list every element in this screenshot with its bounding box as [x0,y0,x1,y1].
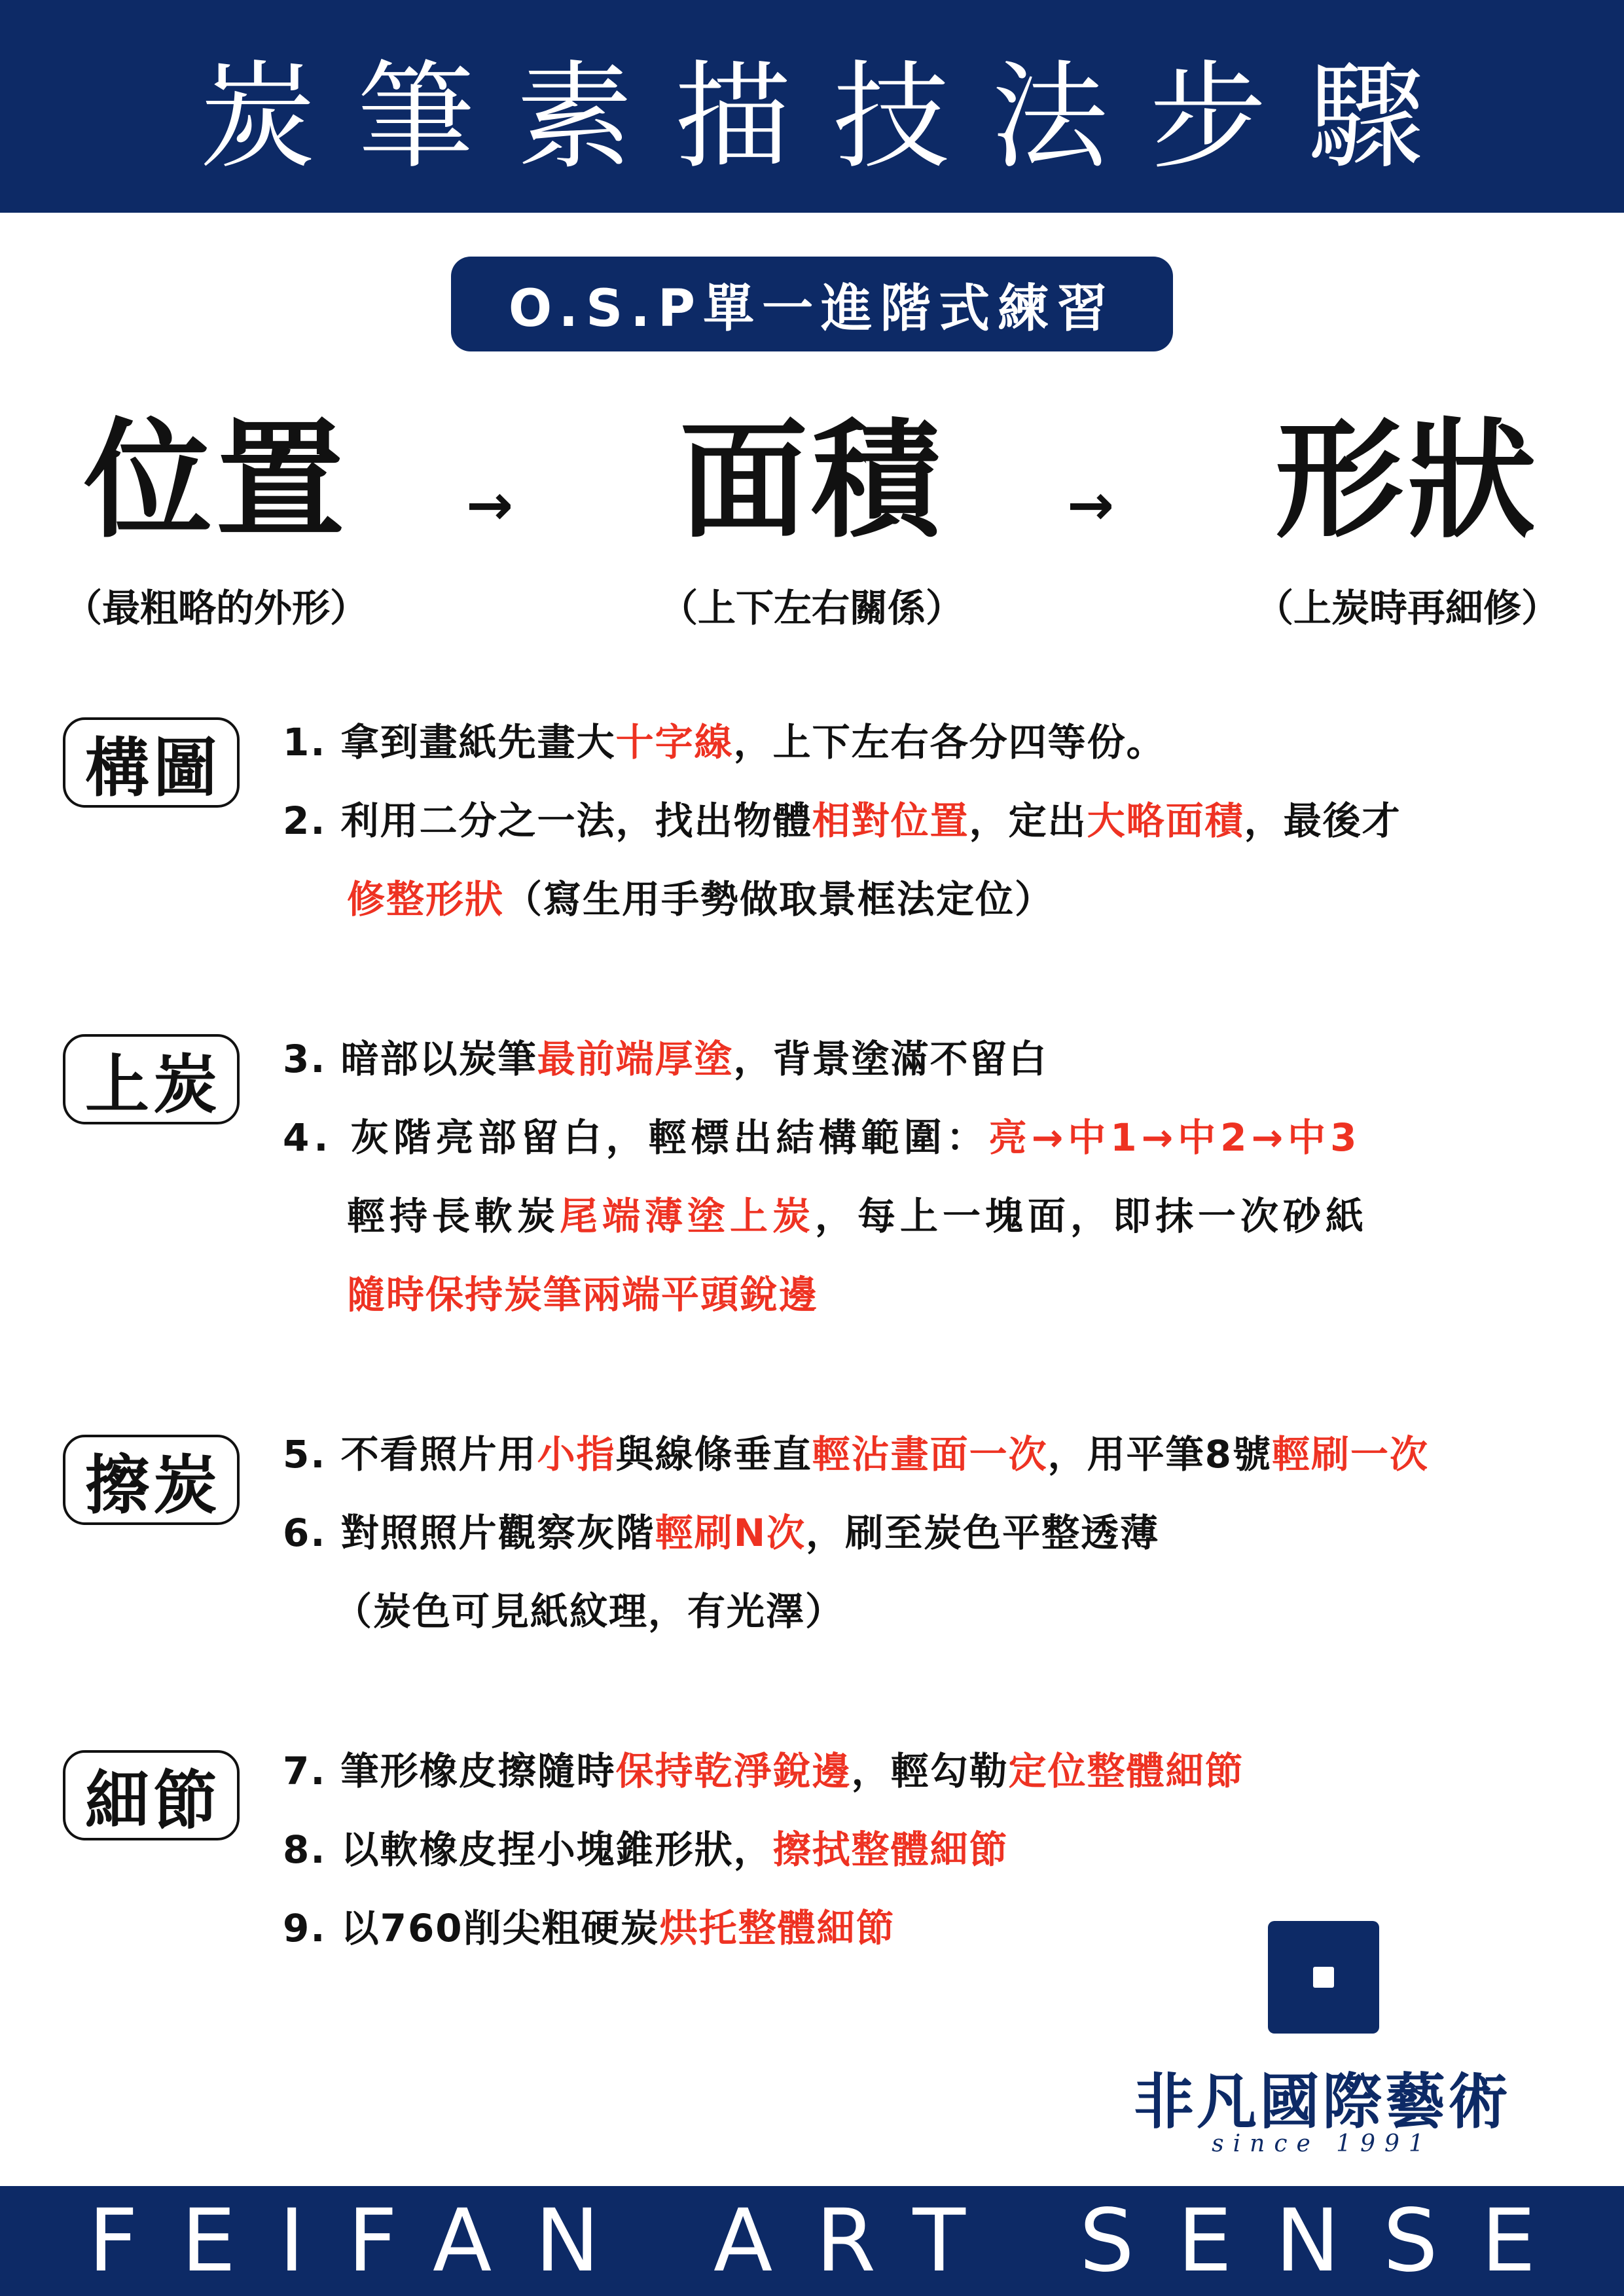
step-subtitle: （最粗略的外形） [63,586,368,630]
step-area [628,406,995,632]
section-badge-charcoal: 上炭 [63,1034,240,1124]
step-subtitle: （上炭時再細修） [1255,586,1559,630]
instruction-line: 7. 筆形橡皮擦隨時保持乾淨銳邊，輕勾勒定位整體細節 [283,1749,1244,1793]
instruction-line: 3. 暗部以炭筆最前端厚塗，背景塗滿不留白 [283,1037,1048,1081]
instruction-line: 1. 拿到畫紙先畫大十字線，上下左右各分四等份。 [283,720,1166,764]
logo-dot [1313,1967,1334,1988]
logo-since: since 1991 [1212,2130,1433,2157]
subtitle-pill [451,257,1173,351]
instruction-line: 隨時保持炭筆兩端平頭銳邊 [347,1272,819,1317]
instruction-line: 4. 灰階亮部留白，輕標出結構範圍：亮→中1→中2→中3 [283,1115,1362,1160]
footer-banner [0,2186,1624,2296]
subtitle-text: O.S.P單一進階式練習 [508,279,1116,338]
footer-text: FEIFAN ART SENSE [88,2191,1579,2291]
section-badge-composition: 構圖 [63,717,240,808]
arrow-icon: → [466,473,514,538]
instruction-line: 9. 以760削尖粗硬炭烘托整體細節 [283,1906,895,1950]
step-subtitle: （上下左右關係） [659,586,964,630]
logo-name: 非凡國際藝術 [1133,2067,1511,2137]
step-shape [1224,406,1591,632]
instruction-line: 5. 不看照片用小指與線條垂直輕沾畫面一次，用平筆8號輕刷一次 [283,1432,1430,1477]
step-position [33,406,399,632]
section-badge-blending: 擦炭 [63,1435,240,1525]
instruction-line: 8. 以軟橡皮捏小塊錐形狀，擦拭整體細節 [283,1827,1009,1872]
logo-mark-icon [1268,1921,1379,2034]
instruction-line: 2. 利用二分之一法，找出物體相對位置，定出大略面積，最後才 [283,798,1401,843]
instruction-line: 輕持長軟炭尾端薄塗上炭，每上一塊面，即抹一次砂紙 [347,1194,1369,1238]
instruction-line: （炭色可見紙紋理，有光澤） [334,1589,845,1634]
section-badge-details: 細節 [63,1750,240,1840]
header-banner [0,0,1624,213]
instruction-line: 修整形狀（寫生用手勢做取景框法定位） [347,877,1055,922]
page-title: 炭筆素描技法步驟 [199,48,1467,185]
instruction-line: 6. 對照照片觀察灰階輕刷N次，刷至炭色平整透薄 [283,1511,1160,1555]
step-title: 面積 [679,406,944,556]
step-title: 形狀 [1274,406,1540,556]
arrow-icon: → [1067,473,1115,538]
step-title: 位置 [83,406,348,556]
